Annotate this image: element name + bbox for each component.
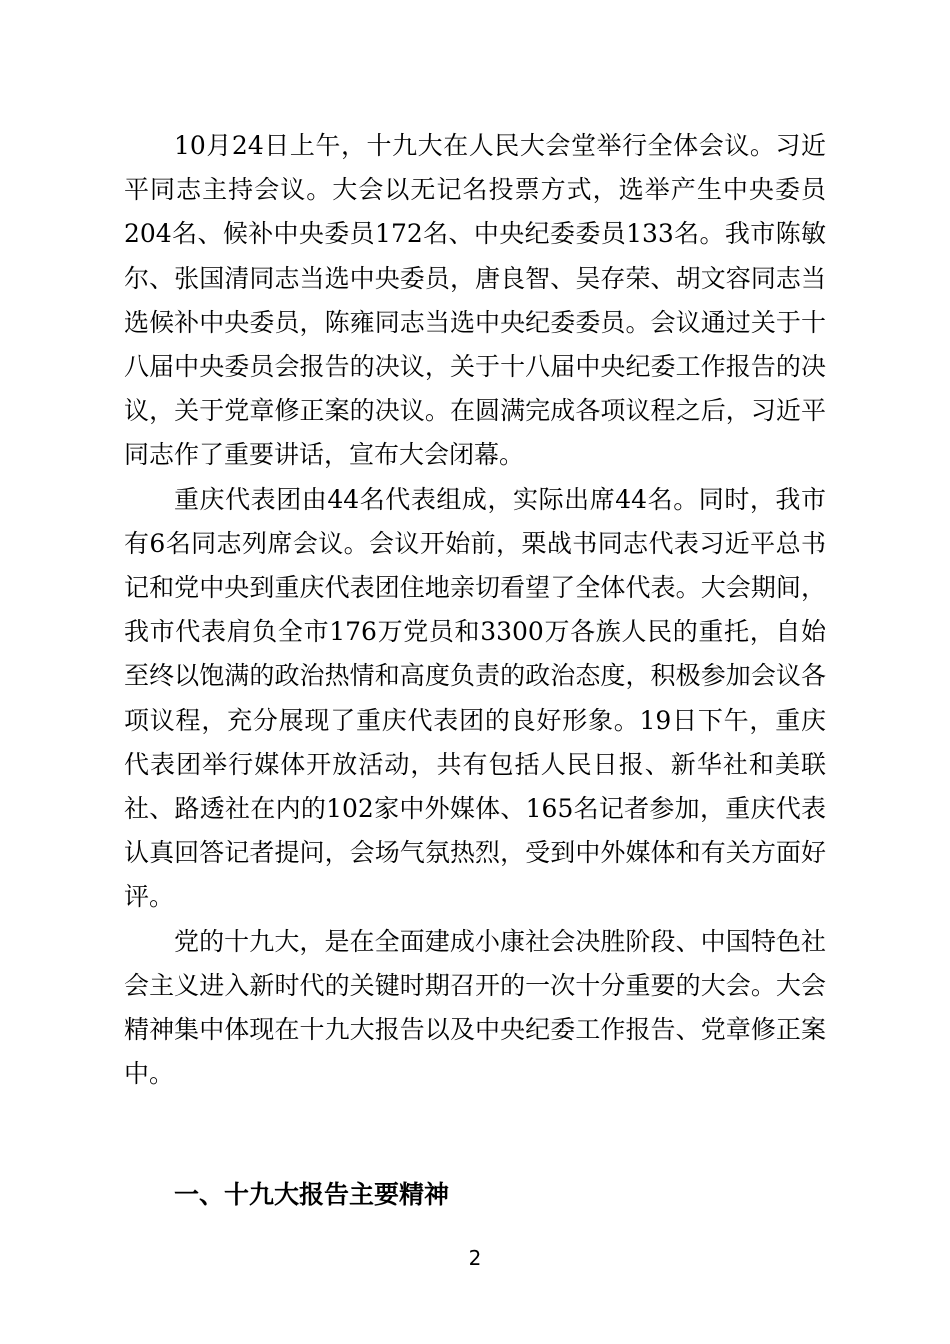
- paragraph: 重庆代表团由44名代表组成，实际出席44名。同时，我市有6名同志列席会议。会议开始前，栗战书同志代表习近平总书记和党中央到重庆代表团住地亲切看望了全体代表。大会期间，我市代表肩负全市176万党员和3300万各族人民的重托，自始至终以饱满的政治热情和高度负责的政治态度，积极参加会议各项议程，充分展现了重庆代表团的良好形象。19日下午，重庆代表团举行媒体开放活动，共有包括人民日报、新华社和美联社、路透社在内的102家中外媒体、165名记者参加，重庆代表认真回答记者提问，会场气氛热烈，受到中外媒体和有关方面好评。: [124, 484, 826, 912]
- paragraph: 10月24日上午，十九大在人民大会堂举行全体会议。习近平同志主持会议。大会以无记名投票方式，选举产生中央委员204名、候补中央委员172名、中央纪委委员133名。我市陈敏尔、张国清同志当选中央委员，唐良智、吴存荣、胡文容同志当选候补中央委员，陈雍同志当选中央纪委委员。会议通过关于十八届中央委员会报告的决议，关于十八届中央纪委工作报告的决议，关于党章修正案的决议。在圆满完成各项议程之后，习近平同志作了重要讲话，宣布大会闭幕。: [124, 131, 826, 470]
- section-heading: 一、十九大报告主要精神: [174, 1180, 450, 1209]
- paragraph: 党的十九大，是在全面建成小康社会决胜阶段、中国特色社会主义进入新时代的关键时期召开的一次十分重要的大会。大会精神集中体现在十九大报告以及中央纪委工作报告、党章修正案中。: [124, 926, 826, 1089]
- document-body: [124, 124, 826, 1096]
- page-number: 2: [468, 1246, 482, 1270]
